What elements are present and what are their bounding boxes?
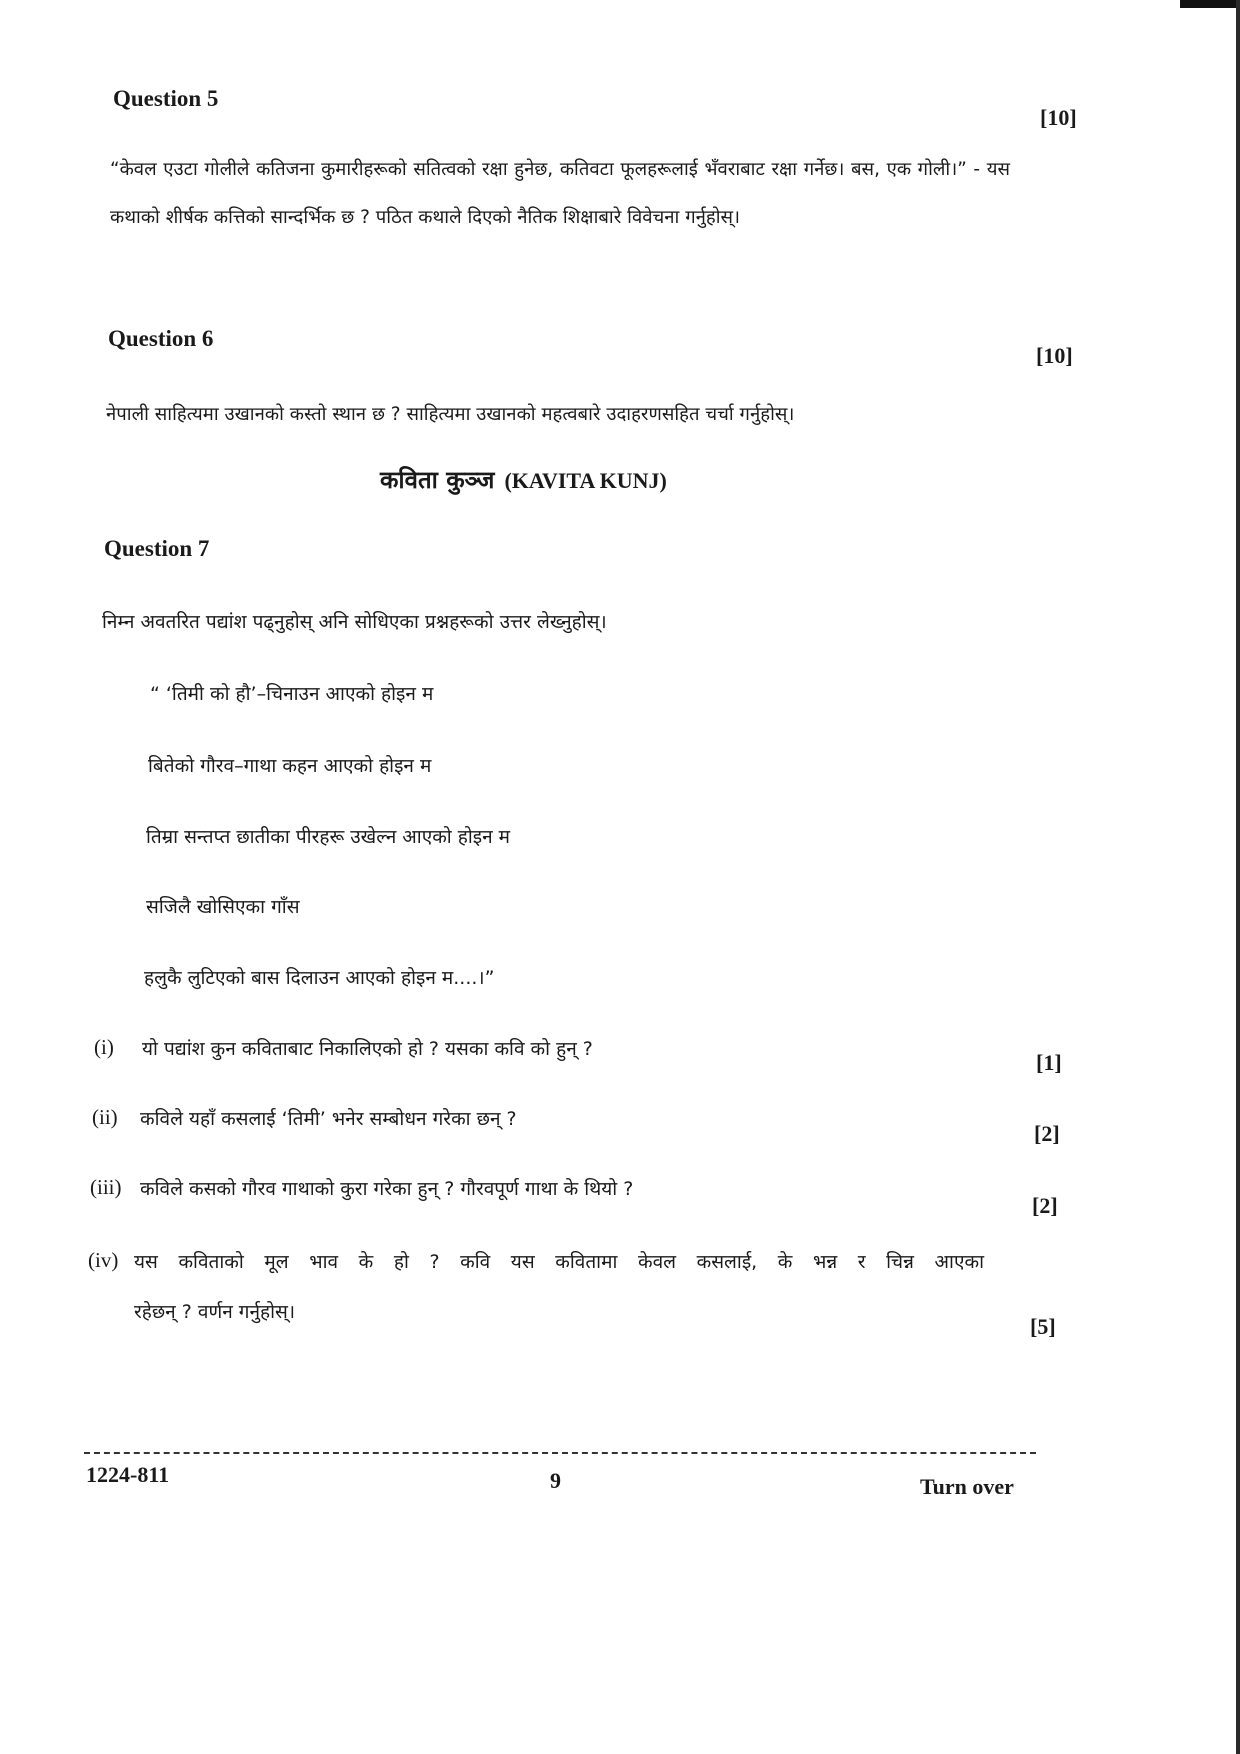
poem-line: सजिलै खोसिएका गाँस	[146, 896, 300, 918]
question-6-text: नेपाली साहित्यमा उखानको कस्तो स्थान छ ? साहित्यमा उखानको महत्वबारे उदाहरणसहित चर्चा गर्नुहोस्।	[106, 404, 795, 425]
question-6-marks: [10]	[1036, 343, 1073, 368]
subquestion-text: कविले यहाँ कसलाई ‘तिमी’ भनेर सम्बोधन गरेका छन् ?	[140, 1108, 517, 1130]
subquestion-text-continued: रहेछन् ? वर्णन गर्नुहोस्।	[134, 1301, 296, 1323]
question-5-heading: Question 5	[113, 86, 219, 111]
scan-edge-right	[1236, 0, 1240, 1754]
footer-paper-code: 1224-811	[86, 1462, 170, 1487]
subquestion-text: कविले कसको गौरव गाथाको कुरा गरेका हुन् ? गौरवपूर्ण गाथा के थियो ?	[140, 1178, 634, 1200]
question-7-heading: Question 7	[104, 536, 210, 561]
subquestion-text: यो पद्यांश कुन कविताबाट निकालिएको हो ? यसका कवि को हुन् ?	[142, 1038, 593, 1060]
question-5-text: “केवल एउटा गोलीले कतिजना कुमारीहरूको सतित्वको रक्षा हुनेछ, कतिवटा फूलहरूलाई भँवराबाट रक्षा गर्नेछ। बस, एक गोली।” - यस कथाको शीर्षक कत्तिको सान्दर्भिक छ ? पठित कथाले दिएको नैतिक शिक्षाबारे विवेचना गर्नुहोस्।	[110, 159, 1010, 228]
footer-divider	[84, 1452, 1036, 1454]
question-7-instruction: निम्न अवतरित पद्यांश पढ्नुहोस् अनि सोधिएका प्रश्नहरूको उत्तर लेख्नुहोस्।	[102, 611, 607, 633]
footer-page-number: 9	[550, 1468, 561, 1493]
subquestion-text: यस कविताको मूल भाव के हो ? कवि यस कवितामा केवल कसलाई, के भन्न र चिन्न आएका	[134, 1251, 984, 1273]
poem-line: हलुकै लुटिएको बास दिलाउन आएको होइन म....।”	[144, 967, 495, 989]
subquestion-number: (ii)	[92, 1105, 118, 1129]
scan-edge-top	[1180, 0, 1240, 8]
footer-turn-over: Turn over	[920, 1474, 1014, 1499]
subquestion-marks: [2]	[1034, 1121, 1060, 1146]
subquestion-marks: [1]	[1036, 1050, 1062, 1075]
subquestion-number: (iii)	[90, 1175, 122, 1199]
subquestion-marks: [2]	[1032, 1193, 1058, 1218]
section-title-english: (KAVITA KUNJ)	[504, 468, 667, 493]
subquestion-number: (iv)	[88, 1248, 119, 1272]
subquestion-number: (i)	[94, 1035, 114, 1059]
question-6-heading: Question 6	[108, 326, 214, 351]
section-title-nepali: कविता कुञ्ज	[380, 466, 495, 494]
question-5-marks: [10]	[1040, 105, 1077, 130]
section-title	[380, 463, 667, 496]
poem-line: बितेको गौरव–गाथा कहन आएको होइन म	[148, 755, 432, 777]
poem-line: तिम्रा सन्तप्त छातीका पीरहरू उखेल्न आएको होइन म	[146, 826, 511, 848]
subquestion-marks: [5]	[1030, 1314, 1056, 1339]
poem-line: “ ‘तिमी को हौ’–चिनाउन आएको होइन म	[150, 683, 434, 705]
